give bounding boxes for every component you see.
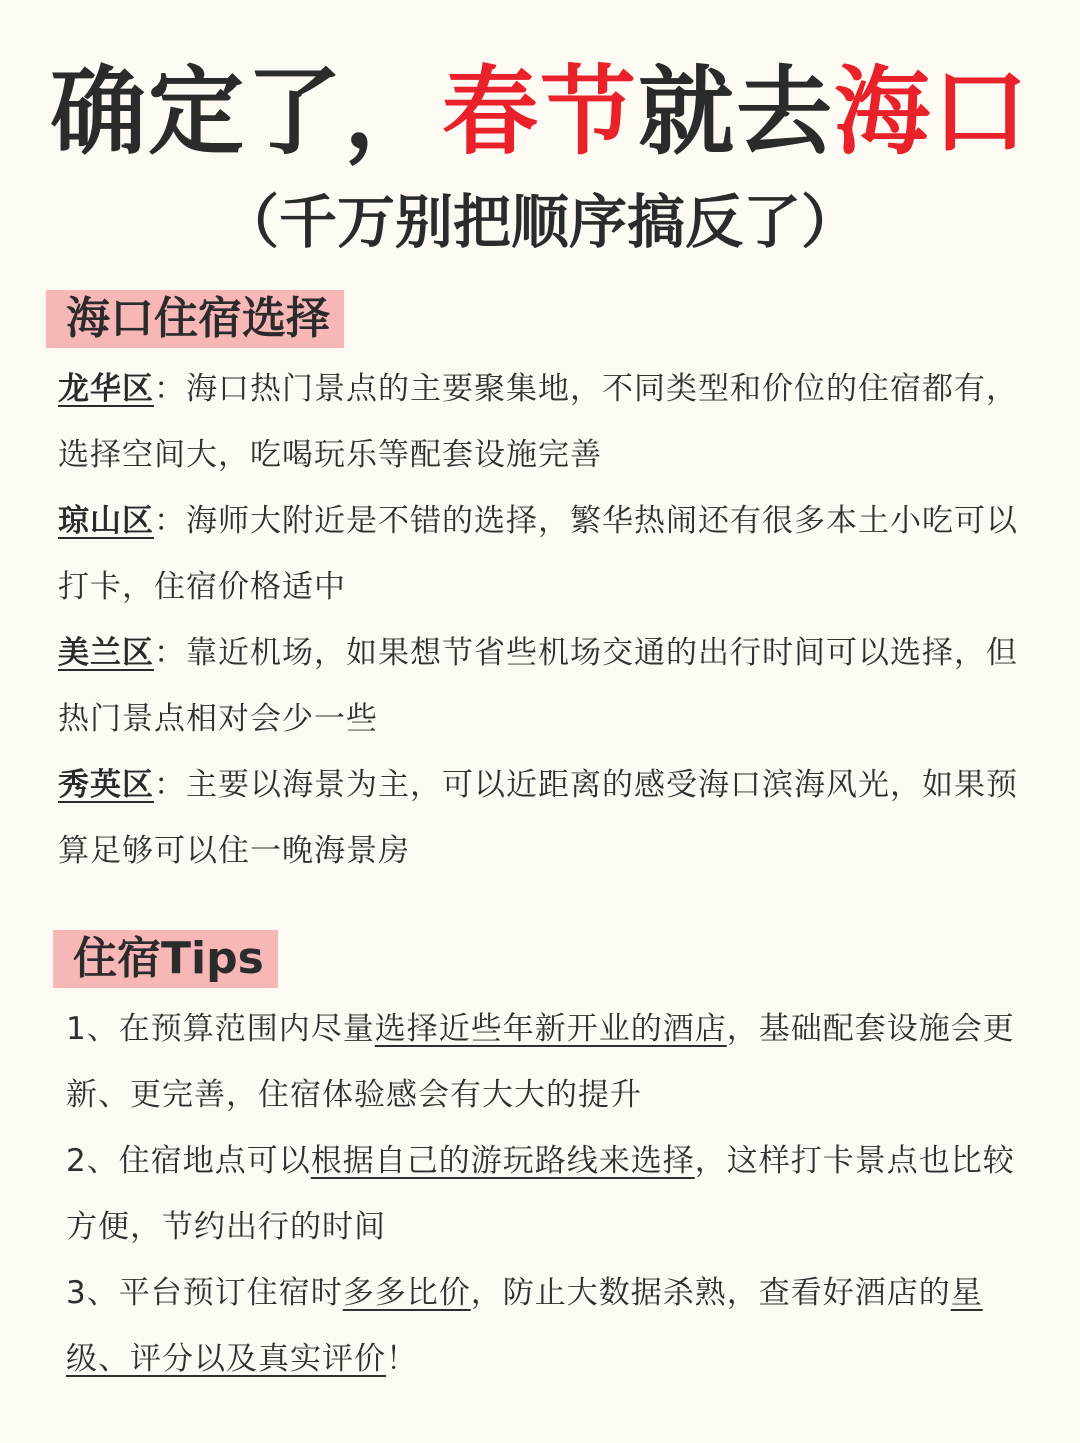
- title-part-1: 确定了，: [50, 56, 442, 168]
- district-description: 海口热门景点的主要聚集地，不同类型和价位的住宿都有，选择空间大，吃喝玩乐等配套设施完善: [58, 371, 1018, 473]
- tip-item: 3、平台预订住宿时多多比价，防止大数据杀熟，查看好酒店的星级、评分以及真实评价！: [66, 1275, 983, 1377]
- tip-item: 2、住宿地点可以根据自己的游玩路线来选择，这样打卡景点也比较方便，节约出行的时间: [66, 1143, 1015, 1245]
- district-name: 龙华区: [58, 371, 154, 407]
- title-highlight-haikou: 海口: [834, 56, 1030, 168]
- page-subtitle: （千万别把顺序搞反了）: [220, 188, 859, 256]
- district-name: 秀英区: [58, 767, 154, 803]
- district-description: 靠近机场，如果想节省些机场交通的出行时间可以选择，但热门景点相对会少一些: [58, 635, 1018, 737]
- district-item: 琼山区：海师大附近是不错的选择，繁华热闹还有很多本土小吃可以打卡，住宿价格适中: [58, 503, 1018, 605]
- tip-highlight: 根据自己的游玩路线来选择: [310, 1143, 695, 1179]
- tip-highlight: 星级、评分以及真实评价: [66, 1275, 983, 1377]
- district-item: 秀英区：主要以海景为主，可以近距离的感受海口滨海风光，如果预算足够可以住一晚海景房: [58, 767, 1018, 869]
- district-name: 琼山区: [58, 503, 154, 539]
- district-item: 美兰区：靠近机场，如果想节省些机场交通的出行时间可以选择，但热门景点相对会少一些: [58, 635, 1018, 737]
- title-part-3: 就去: [638, 56, 834, 168]
- section-label-accommodation: 海口住宿选择: [46, 290, 344, 348]
- title-highlight-spring: 春节: [442, 56, 638, 168]
- tip-item: 1、在预算范围内尽量选择近些年新开业的酒店，基础配套设施会更新、更完善，住宿体验感会有大大的提升: [66, 1011, 1015, 1113]
- page-title: [0, 52, 1080, 172]
- tip-highlight: 选择近些年新开业的酒店: [374, 1011, 727, 1047]
- district-description: 主要以海景为主，可以近距离的感受海口滨海风光，如果预算足够可以住一晚海景房: [58, 767, 1018, 869]
- district-description: 海师大附近是不错的选择，繁华热闹还有很多本土小吃可以打卡，住宿价格适中: [58, 503, 1018, 605]
- tip-highlight: 多多比价: [342, 1275, 471, 1311]
- district-item: 龙华区：海口热门景点的主要聚集地，不同类型和价位的住宿都有，选择空间大，吃喝玩乐等配套设施完善: [58, 371, 1018, 473]
- district-name: 美兰区: [58, 635, 154, 671]
- section-label-tips: 住宿Tips: [53, 930, 278, 988]
